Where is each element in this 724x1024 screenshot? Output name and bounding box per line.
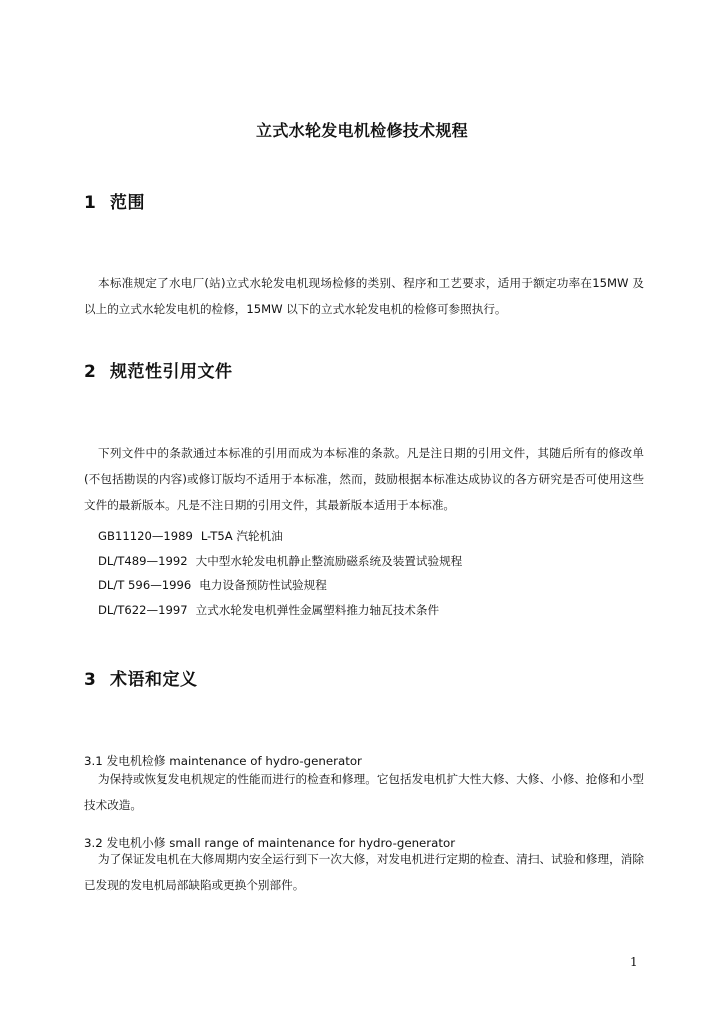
reference-list [98,524,638,622]
section-number: 3 [84,670,97,690]
reference-code: GB11120—1989 [98,529,193,543]
reference-item [98,573,638,598]
term-definition: 为了保证发电机在大修周期内安全运行到下一次大修，对发电机进行定期的检查、清扫、试验和修理，消除已发现的发电机局部缺陷或更换个别部件。 [84,852,644,892]
reference-code: DL/T489—1992 [98,553,188,568]
section-title: 术语和定义 [110,670,198,690]
section-heading-scope [84,188,145,213]
term-definition: 为保持或恢复发电机规定的性能而进行的检查和修理。它包括发电机扩大性大修、大修、小修、抢修和小型技术改造。 [84,772,644,812]
page-number: 1 [630,955,638,969]
reference-code: DL/T622—1997 [98,602,188,617]
section-heading-normative-references [84,357,233,382]
section-title: 范围 [110,193,145,213]
section-title: 规范性引用文件 [110,362,233,382]
reference-item [98,549,638,574]
reference-item [98,524,638,549]
term-heading: 3.1 发电机检修 maintenance of hydro-generator [84,754,362,768]
section-heading-terms [84,665,198,690]
reference-title: 立式水轮发电机弹性金属塑料推力轴瓦技术条件 [195,602,440,617]
reference-title: 电力设备预防性试验规程 [199,578,327,592]
term-heading: 3.2 发电机小修 small range of maintenance for hydro-generator [84,836,456,850]
reference-title: L-T5A 汽轮机油 [200,529,283,543]
reference-item [98,598,638,623]
scope-paragraph: 本标准规定了水电厂(站)立式水轮发电机现场检修的类别、程序和工艺要求，适用于额定功率在15MW 及以上的立式水轮发电机的检修，15MW 以下的立式水轮发电机的检修可参照执行。 [84,276,644,316]
section-number: 2 [84,362,97,382]
section-number: 1 [84,193,97,213]
reference-code: DL/T 596—1996 [98,578,192,592]
document-title: 立式水轮发电机检修技术规程 [256,121,468,140]
reference-title: 大中型水轮发电机静止整流励磁系统及装置试验规程 [195,553,463,568]
references-paragraph: 下列文件中的条款通过本标准的引用而成为本标准的条款。凡是注日期的引用文件，其随后所有的修改单(不包括勘误的内容)或修订版均不适用于本标准，然而，鼓励根据本标准达成协议的各方研究是否可使用这些文件的最新版本。凡是不注日期的引用文件，其最新版本适用于本标准。 [84,446,644,512]
